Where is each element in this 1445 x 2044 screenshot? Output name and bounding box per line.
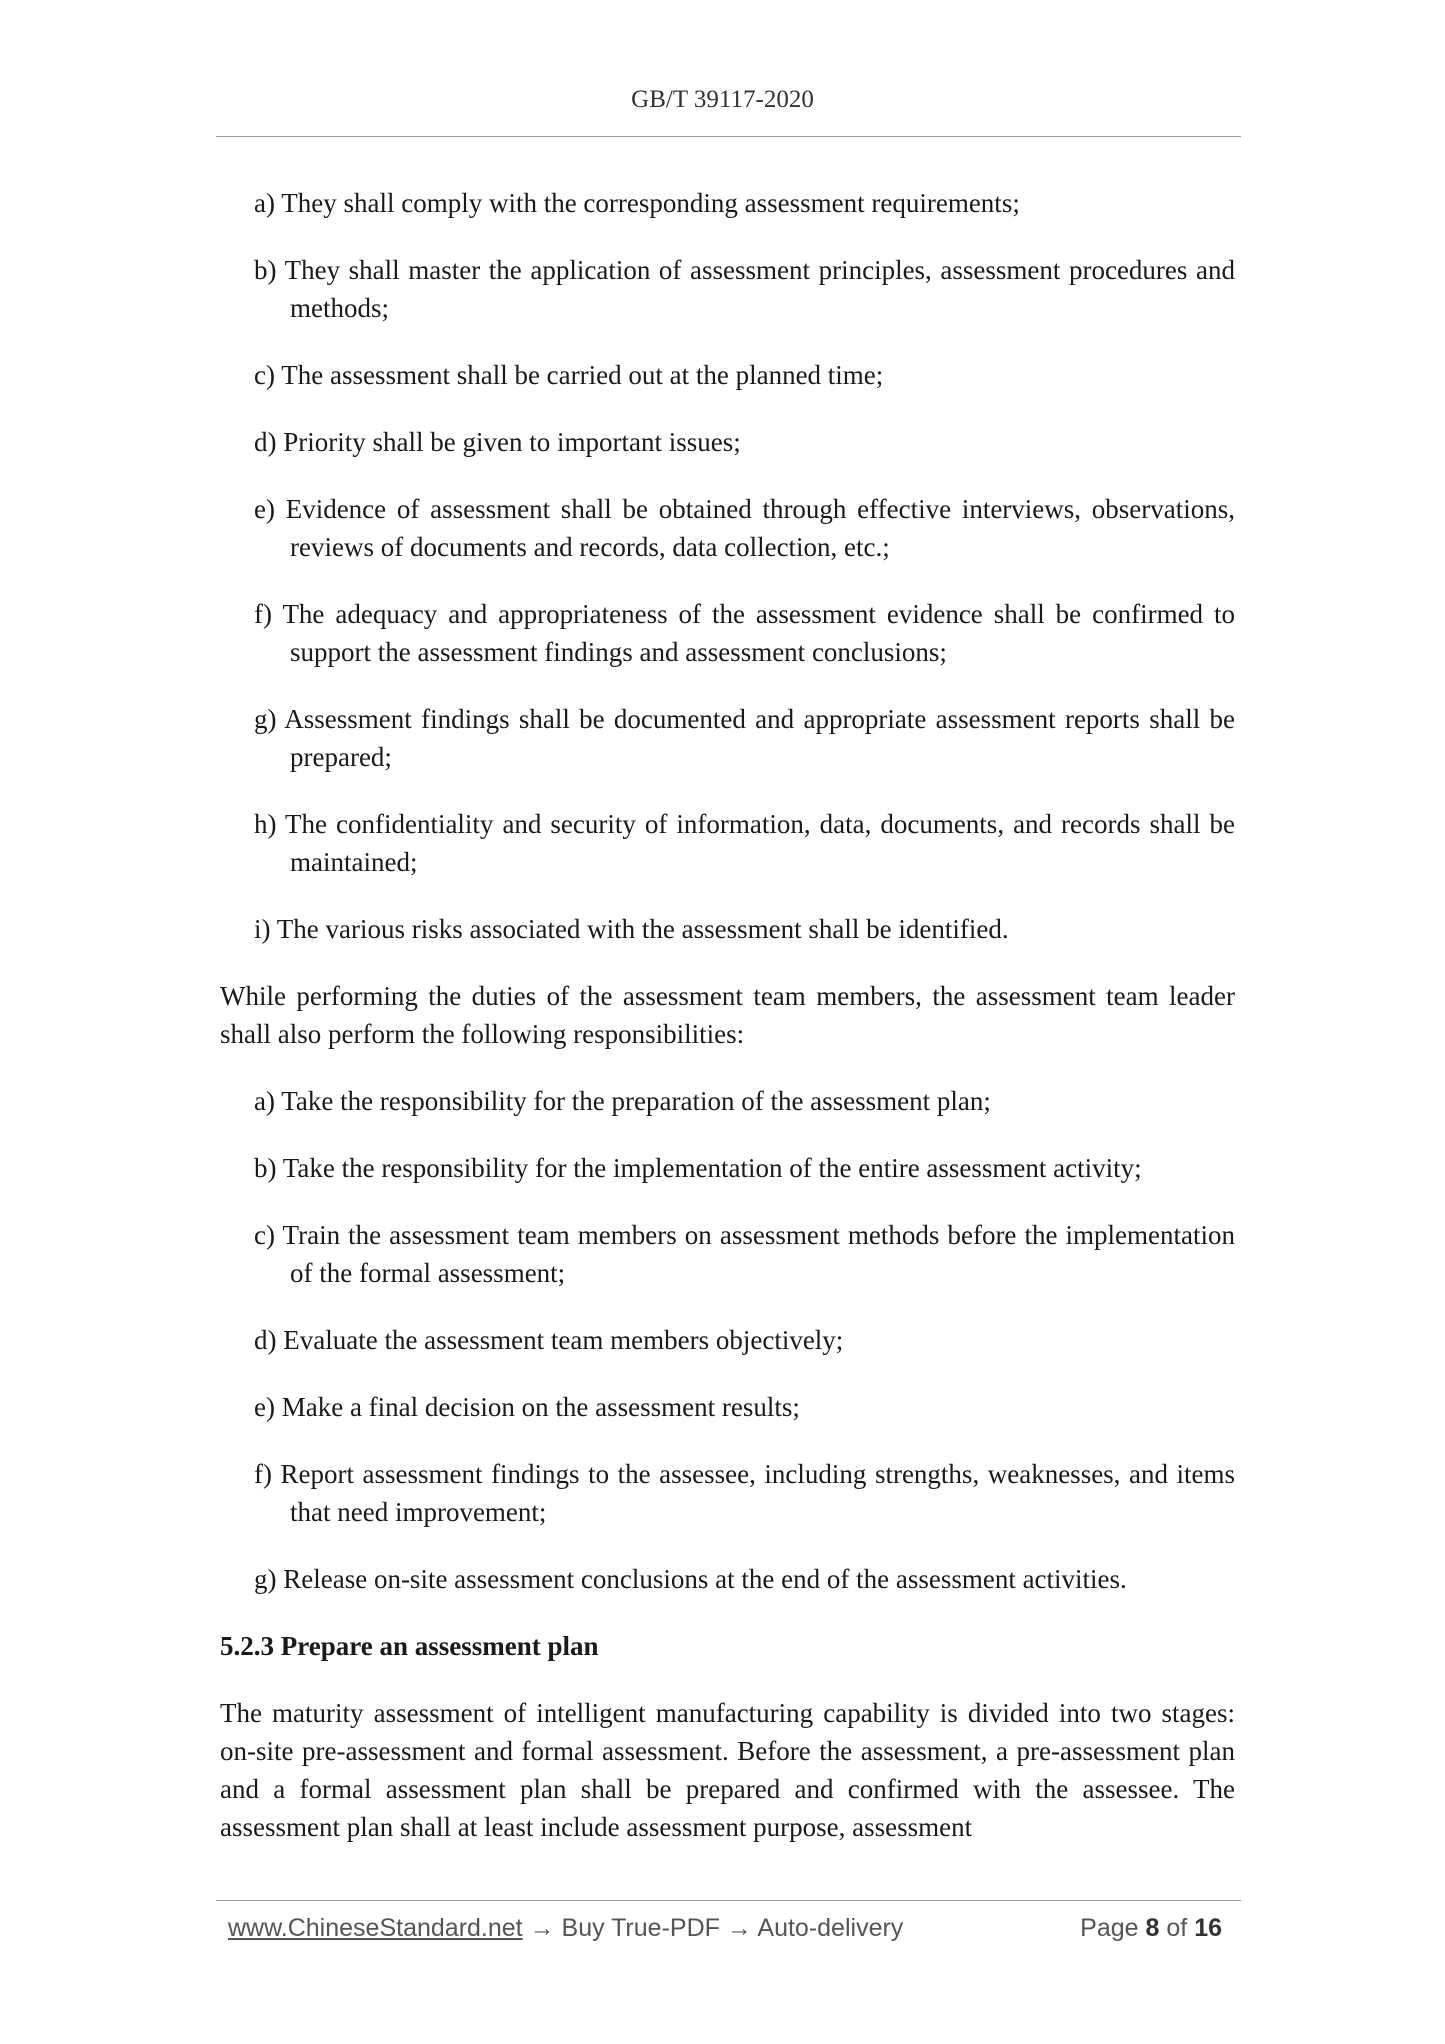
document-id: GB/T 39117-2020 bbox=[631, 86, 814, 113]
list-item: d) Priority shall be given to important issues; bbox=[254, 427, 741, 457]
page-total: 16 bbox=[1194, 1914, 1222, 1942]
list-item: g) Assessment findings shall be documented and appropriate assessment reports shall be prepared; bbox=[254, 704, 1235, 772]
section-heading: 5.2.3 Prepare an assessment plan bbox=[220, 1631, 599, 1661]
list-item: i) The various risks associated with the assessment shall be identified. bbox=[254, 914, 1009, 944]
footer-divider bbox=[216, 1900, 1241, 1901]
list-item: g) Release on-site assessment conclusions at the end of the assessment activities. bbox=[254, 1564, 1127, 1594]
list-item: b) Take the responsibility for the implementation of the entire assessment activity; bbox=[254, 1153, 1142, 1183]
page-current: 8 bbox=[1145, 1914, 1160, 1942]
list-item: f) Report assessment findings to the assessee, including strengths, weaknesses, and items that need improvement; bbox=[254, 1459, 1235, 1527]
page-number bbox=[1080, 1914, 1222, 1943]
footer-tagline: → Buy True-PDF → Auto-delivery bbox=[522, 1914, 904, 1942]
list-item: h) The confidentiality and security of information, data, documents, and records shall be maintained; bbox=[254, 809, 1235, 877]
document-header bbox=[0, 86, 1445, 114]
page-footer bbox=[228, 1914, 1228, 1943]
list-item: d) Evaluate the assessment team members objectively; bbox=[254, 1325, 844, 1355]
paragraph-team-leader: While performing the duties of the assessment team members, the assessment team leader shall also perform the following responsibilities: bbox=[220, 981, 1235, 1049]
website-link[interactable]: www.ChineseStandard.net bbox=[228, 1914, 523, 1942]
page-body bbox=[220, 184, 1235, 1875]
list-item: e) Make a final decision on the assessment results; bbox=[254, 1392, 800, 1422]
list-item: e) Evidence of assessment shall be obtained through effective interviews, observations, reviews of documents and records, data collection, etc.; bbox=[254, 494, 1235, 562]
page-label: Page bbox=[1080, 1914, 1139, 1942]
list-item: c) The assessment shall be carried out at the planned time; bbox=[254, 360, 884, 390]
page-of: of bbox=[1166, 1914, 1188, 1942]
list-item: b) They shall master the application of assessment principles, assessment procedures and methods; bbox=[254, 255, 1235, 323]
paragraph-assessment-plan: The maturity assessment of intelligent manufacturing capability is divided into two stages: on-site pre-assessment and formal assessment. Before the assessment, a pre-assessment plan and a formal assessment plan shall be prepared and confirmed with the assessee. The assessment plan shall at least include assessment purpose, assessment bbox=[220, 1698, 1235, 1842]
header-divider bbox=[216, 136, 1241, 137]
list-item: f) The adequacy and appropriateness of the assessment evidence shall be confirmed to support the assessment findings and assessment conclusions; bbox=[254, 599, 1235, 667]
list-item: c) Train the assessment team members on assessment methods before the implementation of the formal assessment; bbox=[254, 1220, 1235, 1288]
list-item: a) They shall comply with the corresponding assessment requirements; bbox=[254, 188, 1020, 218]
list-item: a) Take the responsibility for the preparation of the assessment plan; bbox=[254, 1086, 991, 1116]
